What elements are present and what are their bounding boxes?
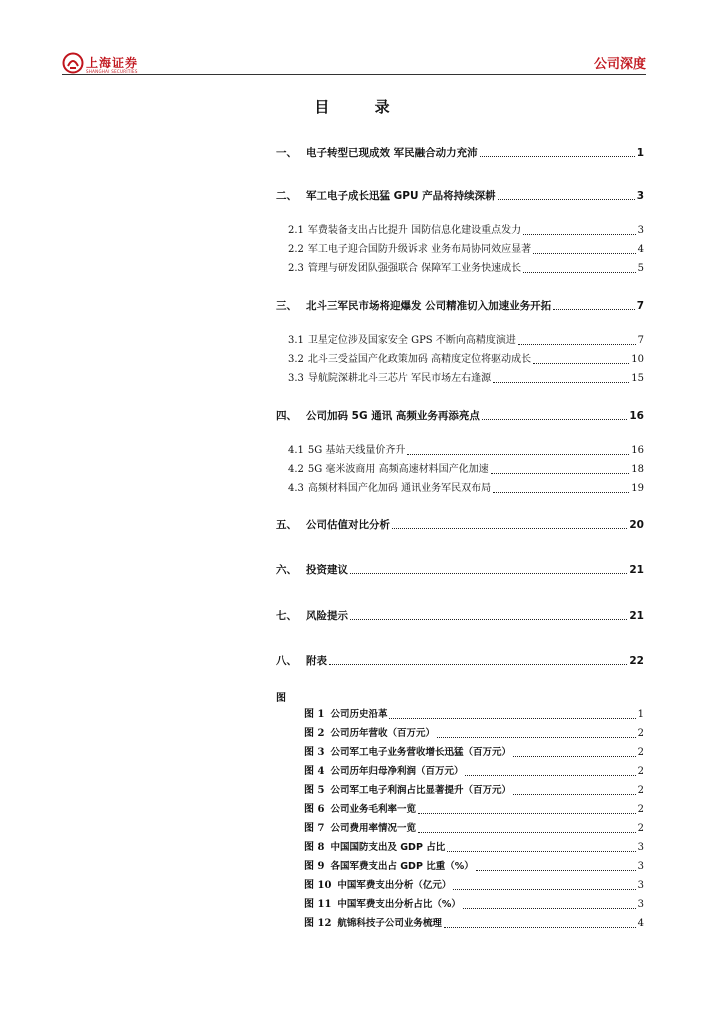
toc-figure[interactable]: 图 3 公司军工电子业务营收增长迅猛（百万元） 2 <box>304 747 644 758</box>
header-divider <box>62 74 646 75</box>
section-label: 公司深度 <box>593 57 646 72</box>
toc-subsection[interactable]: 3.2 北斗三受益国产化政策加码 高精度定位将驱动成长 10 <box>288 354 644 365</box>
toc-figure[interactable]: 图 7 公司费用率情况一览 2 <box>304 823 644 834</box>
toc-section[interactable]: 五、 公司估值对比分析 20 <box>276 519 644 531</box>
brand-name: 上海证券 <box>86 56 139 70</box>
toc-figure[interactable]: 图 12 航锦科技子公司业务梳理 4 <box>304 918 644 929</box>
toc-subsection[interactable]: 2.3 管理与研发团队强强联合 保障军工业务快速成长 5 <box>288 263 644 274</box>
brand-seal-icon <box>62 52 84 74</box>
page-header <box>0 0 724 80</box>
toc-section[interactable]: 六、 投资建议 21 <box>276 564 644 576</box>
toc-figure[interactable]: 图 10 中国军费支出分析（亿元） 3 <box>304 880 644 891</box>
toc-section[interactable]: 八、 附表 22 <box>276 655 644 667</box>
toc-section[interactable]: 二、 军工电子成长迅猛 GPU 产品将持续深耕 3 <box>276 190 644 202</box>
toc-title: 目 录 <box>314 98 410 116</box>
toc-figure[interactable]: 图 8 中国国防支出及 GDP 占比 3 <box>304 842 644 853</box>
toc-subsection[interactable]: 4.1 5G 基站天线量价齐升 16 <box>288 445 644 456</box>
toc-subsection[interactable]: 2.2 军工电子迎合国防升级诉求 业务布局协同效应显著 4 <box>288 244 644 255</box>
toc-section[interactable]: 一、 电子转型已现成效 军民融合动力充沛 1 <box>276 147 644 159</box>
figures-label: 图 <box>276 693 286 704</box>
brand-logo <box>62 52 182 82</box>
toc-figure[interactable]: 图 4 公司历年归母净利润（百万元） 2 <box>304 766 644 777</box>
toc-section[interactable]: 四、 公司加码 5G 通讯 高频业务再添亮点 16 <box>276 410 644 422</box>
toc-subsection[interactable]: 3.3 导航院深耕北斗三芯片 军民市场左右逢源 15 <box>288 373 644 384</box>
toc-figure[interactable]: 图 5 公司军工电子利润占比显著提升（百万元） 2 <box>304 785 644 796</box>
toc-subsection[interactable]: 4.2 5G 毫米波商用 高频高速材料国产化加速 18 <box>288 464 644 475</box>
toc-figure[interactable]: 图 1 公司历史沿革 1 <box>304 709 644 720</box>
toc-figure[interactable]: 图 11 中国军费支出分析占比（%） 3 <box>304 899 644 910</box>
toc-subsection[interactable]: 3.1 卫星定位涉及国家安全 GPS 不断向高精度演进 7 <box>288 335 644 346</box>
toc-section[interactable]: 三、 北斗三军民市场将迎爆发 公司精准切入加速业务开拓 7 <box>276 300 644 312</box>
toc-figure[interactable]: 图 6 公司业务毛利率一览 2 <box>304 804 644 815</box>
toc-subsection[interactable]: 2.1 军费装备支出占比提升 国防信息化建设重点发力 3 <box>288 225 644 236</box>
toc-figure[interactable]: 图 2 公司历年营收（百万元） 2 <box>304 728 644 739</box>
toc-figure[interactable]: 图 9 各国军费支出占 GDP 比重（%） 3 <box>304 861 644 872</box>
toc-subsection[interactable]: 4.3 高频材料国产化加码 通讯业务军民双布局 19 <box>288 483 644 494</box>
brand-subtitle: SHANGHAI SECURITIES <box>86 69 138 74</box>
toc-section[interactable]: 七、 风险提示 21 <box>276 610 644 622</box>
